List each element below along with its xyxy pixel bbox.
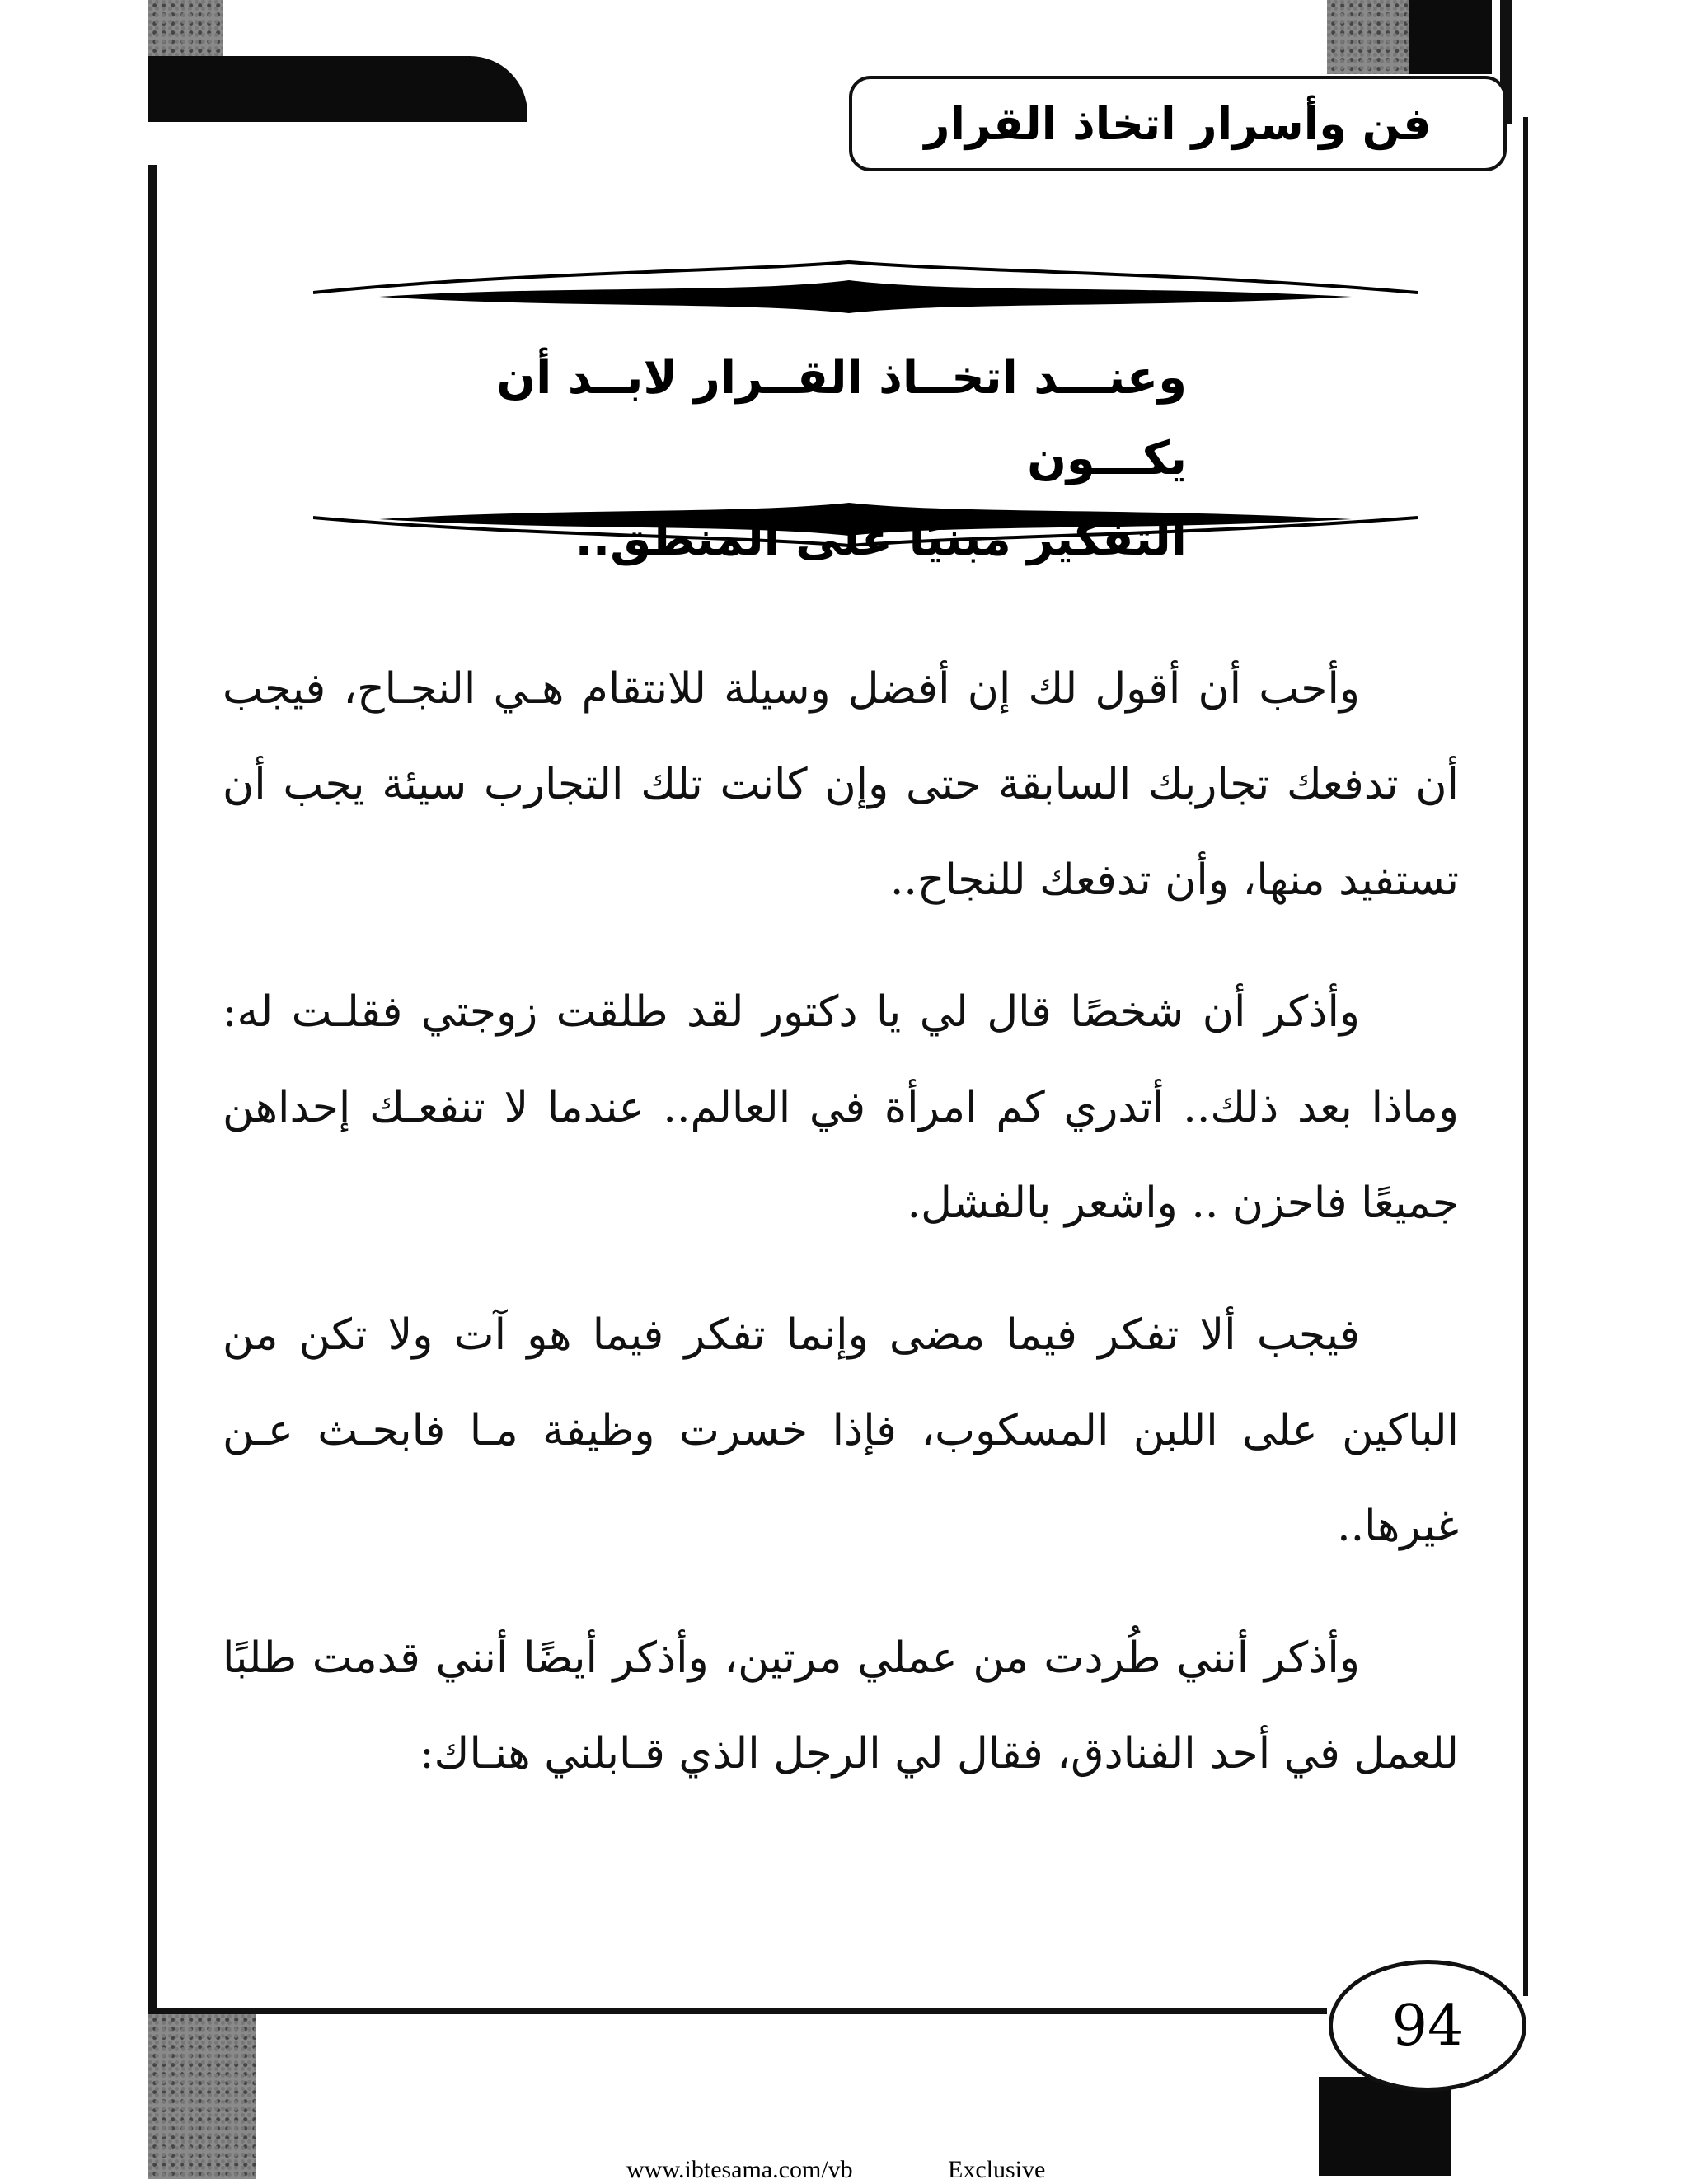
corner-texture-bottom-left	[148, 2014, 256, 2179]
book-title: فن وأسرار اتخاذ القرار	[924, 97, 1432, 150]
corner-texture-top-left	[148, 0, 223, 58]
body-text	[223, 641, 1459, 1838]
paragraph: فيجب ألا تفكر فيما مضى وإنما تفكر فيما هو آت ولا تكن من الباكين على اللبن المسكوب، فإذا خسرت وظيفة مـا فابحـث عـن غيرها..	[223, 1310, 1459, 1551]
quote-line-2: التفكير مبنيًا على المنطق..	[574, 513, 1187, 566]
bottom-right-black-tab	[1319, 2077, 1451, 2176]
footer-tag: Exclusive	[948, 2156, 1046, 2183]
paragraph: وأذكر أن شخصًا قال لي يا دكتور لقد طلقت زوجتي فقلـت له: وماذا بعد ذلك.. أتدري كم امرأة في العالم.. عندما لا تنفعـك إحداهن جميعًا فاحزن .. واشعر بالفشل.	[223, 987, 1459, 1228]
running-header	[849, 76, 1507, 171]
top-flourish-divider	[313, 247, 1418, 321]
top-right-black-tab	[1409, 0, 1492, 74]
highlight-quote	[346, 338, 1187, 580]
page-number: 94	[1391, 1993, 1464, 2059]
paragraph: وأحب أن أقول لك إن أفضل وسيلة للانتقام هـي النجـاح، فيجب أن تدفعك تجاربك السابقة حتى وإن كانت تلك التجارب سيئة يجب أن تستفيد منها، وأن تدفعك للنجاح..	[223, 664, 1459, 905]
top-left-black-tab	[148, 56, 528, 122]
footer-url: www.ibtesama.com/vb	[626, 2156, 853, 2183]
paragraph: وأذكر أنني طُردت من عملي مرتين، وأذكر أيضًا أنني قدمت طلبًا للعمل في أحد الفنادق، فقال لي الرجل الذي قـابلني هنـاك:	[223, 1633, 1459, 1779]
frame-bottom-border	[148, 2008, 1327, 2014]
frame-left-border	[148, 165, 157, 2011]
page-number-badge	[1329, 1960, 1526, 2092]
corner-texture-top-right	[1327, 0, 1409, 74]
quote-line-1: وعنـــد اتخــاذ القــرار لابــد أن يكـــون	[496, 351, 1187, 485]
frame-right-border	[1523, 117, 1528, 1996]
